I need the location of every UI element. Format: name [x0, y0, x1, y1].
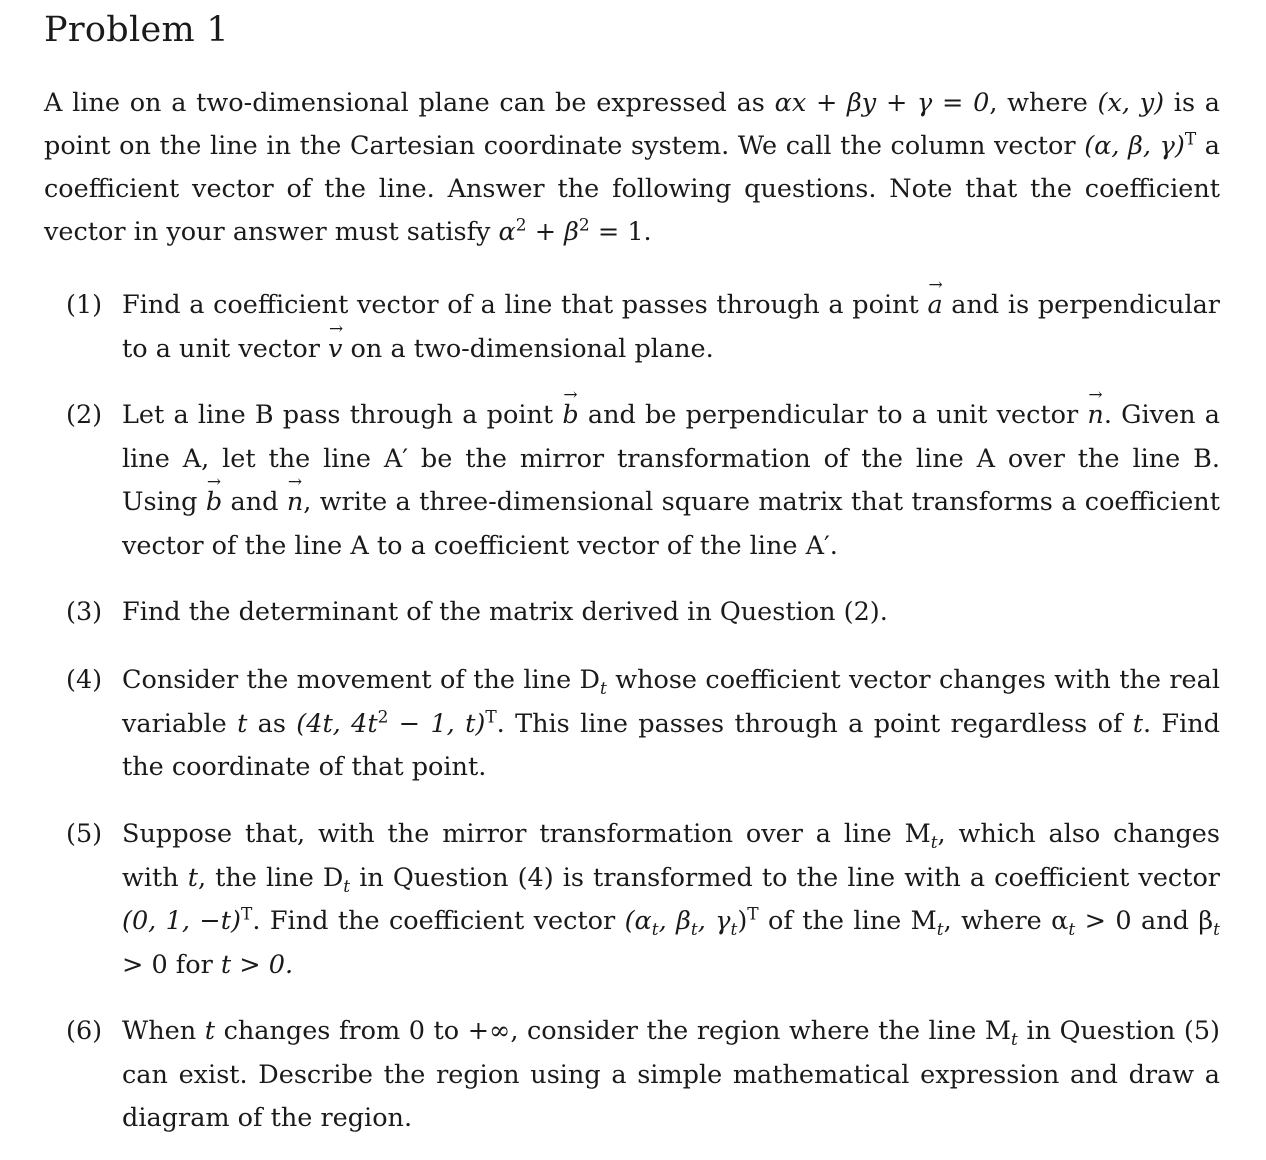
question-number: (6): [66, 1016, 103, 1046]
question-text: Suppose that, with the mirror transformation over a line $M_t$, which also changes with t, the line $D_t$ in Question (4) is transformed to the line with a coefficient vector (0, 1, −t)$^T$. Find the coefficient vector ($\alpha_t$, $\beta_t$, $\gamma_t)^T$ of the line $M_t$, where $\alpha_t > 0$ and $\beta_t > 0$ for t > 0.: [122, 819, 1220, 980]
problem-title: Problem 1: [44, 10, 229, 50]
point-xy: (x, y): [1097, 88, 1165, 118]
question-number: (4): [66, 665, 103, 695]
question-text: Find the determinant of the matrix derived in Question (2).: [122, 597, 888, 627]
question-number: (1): [66, 290, 103, 320]
question-number: (5): [66, 819, 103, 849]
vector-b: → b: [562, 394, 578, 438]
question-number: (2): [66, 400, 103, 430]
vector-n: → n: [1087, 394, 1103, 438]
vector-v: → v: [328, 328, 342, 372]
question-number: (3): [66, 597, 103, 627]
question-text: When t changes from 0 to +∞, consider the region where the line $M_t$ in Question (5) can exist. Describe the region using a simple mathematical expression and draw a diagram of the region.: [122, 1016, 1220, 1133]
line-equation: αx + βy + γ = 0: [774, 88, 990, 118]
question-text: Find a coefficient vector of a line that passes through a point → a and is perpendicular to a unit vector → v on a two-dimensional plane.: [122, 284, 1220, 371]
problem-intro: A line on a two-dimensional plane can be expressed as αx + βy + γ = 0, where (x, y) is a point on the line in the Cartesian coordinate system. We call the column vector (α, β, γ)$^T$ a coefficient vector of the line. Answer the following questions. Note that the coefficient vector in your answer must satisfy $\alpha^2 + \beta^2 = 1$.: [44, 88, 1220, 247]
coefficient-vector: (α, β, γ): [1084, 131, 1185, 161]
question-text: Consider the movement of the line $D_t$ whose coefficient vector changes with the real variable t as (4t, $4t^2 - 1$, t)$^T$. This line passes through a point regardless of t. Find the coordinate of that point.: [122, 665, 1220, 782]
vector-a: → a: [927, 284, 942, 328]
question-text: Let a line B pass through a point → b and be perpendicular to a unit vector → n. Given a line A, let the line A′ be the mirror transformation of the line A over the line B. Using → b and → n, write a three-dimensional square matrix that transforms a coefficient vector of the line A to a coefficient vector of the line A′.: [122, 394, 1220, 568]
